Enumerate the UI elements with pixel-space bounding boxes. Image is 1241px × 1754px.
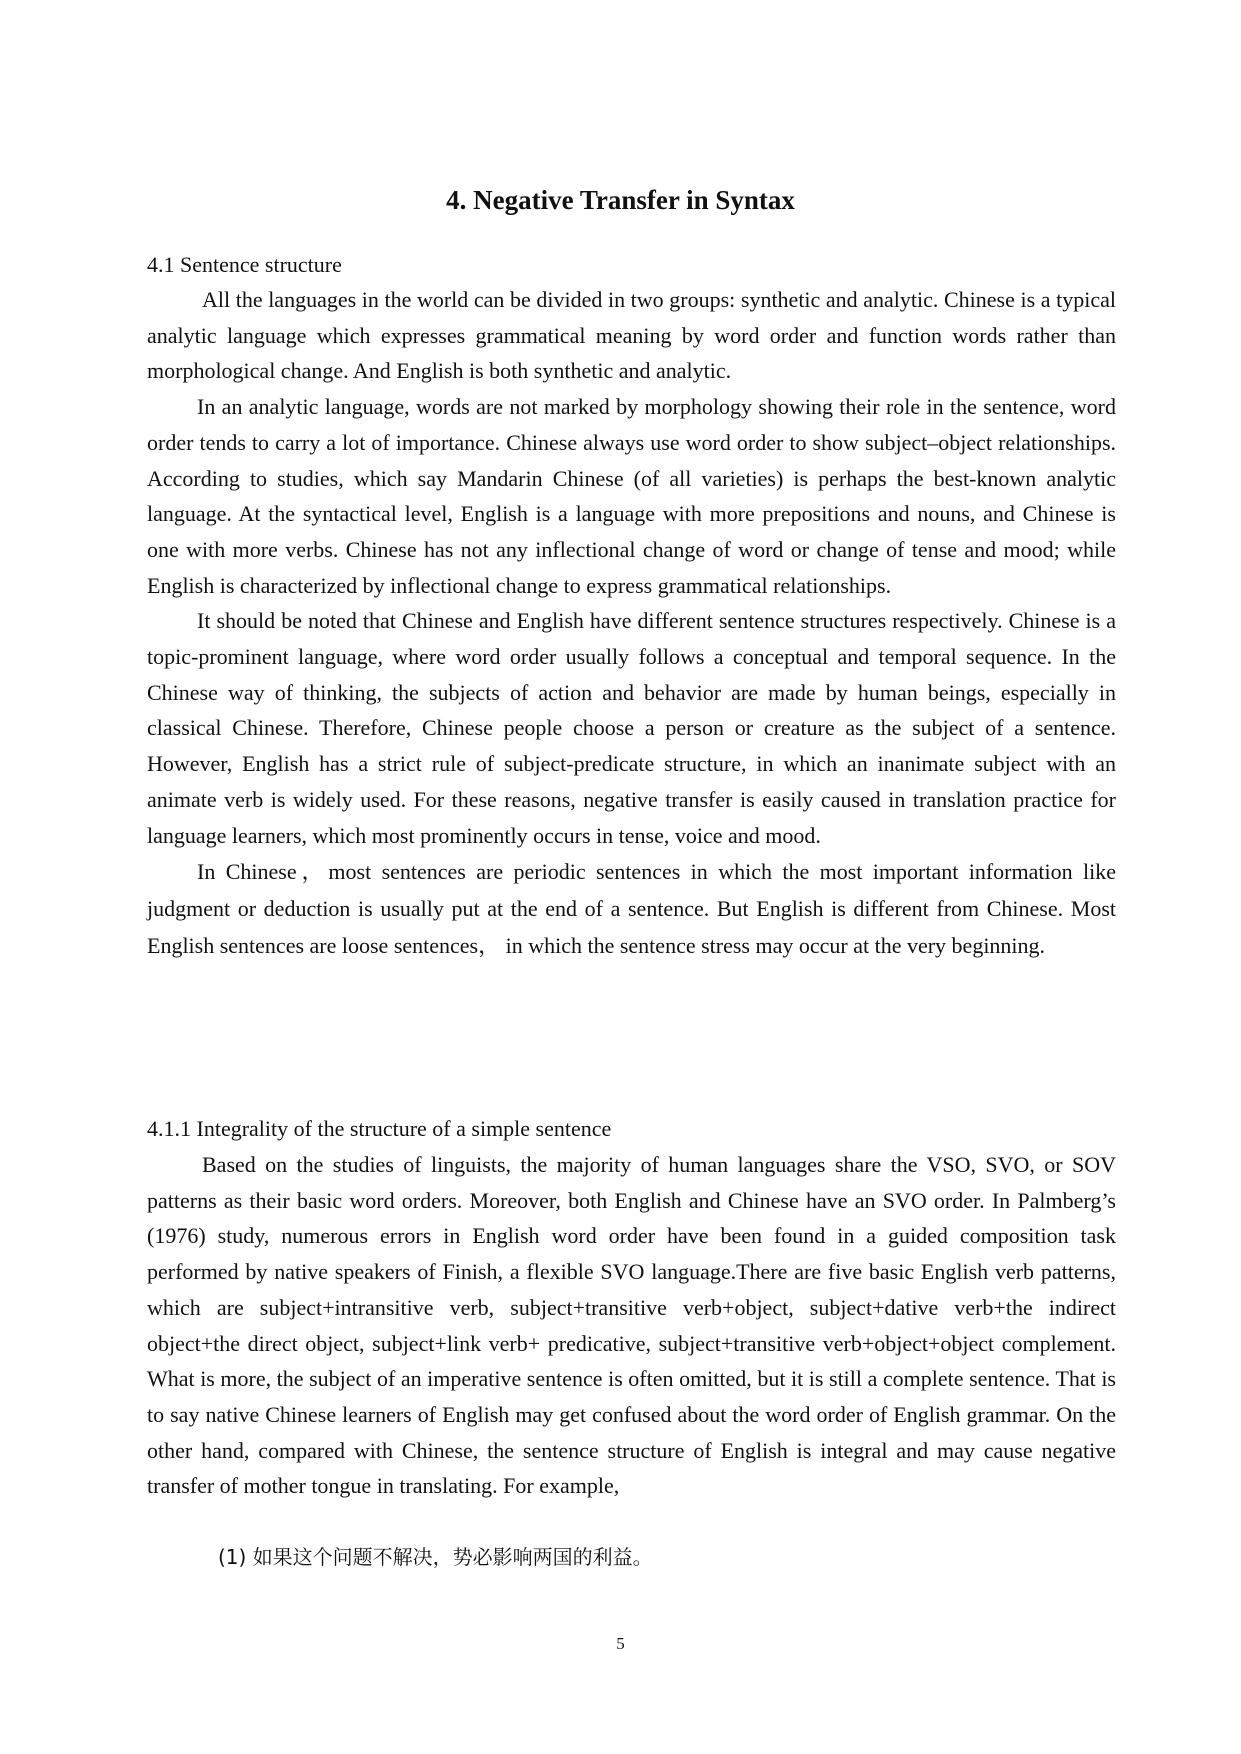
example-sentence: (1) 如果这个问题不解决，势必影响两国的利益。 (218, 1545, 653, 1569)
section-heading-4-1-1: 4.1.1 Integrality of the structure of a simple sentence (147, 1116, 612, 1141)
page-number: 5 (616, 1634, 625, 1653)
section-4-1-1-body (147, 1147, 1116, 1504)
section-4-1-body (147, 282, 1116, 964)
paragraph: Based on the studies of linguists, the majority of human languages share the VSO, SVO, or SOV patterns as their basic word orders. Moreover, both English and Chinese have an SVO order. In Palmberg’s (1976) study, numerous errors in English word order have been found in a guided composition task performed by native speakers of Finish, a flexible SVO language.There are five basic English verb patterns, which are subject+intransitive verb, subject+transitive verb+object, subject+dative verb+the indirect object+the direct object, subject+link verb+ predicative, subject+transitive verb+object+object complement. What is more, the subject of an imperative sentence is often omitted, but it is still a complete sentence. That is to say native Chinese learners of English may get confused about the word order of English grammar. On the other hand, compared with Chinese, the sentence structure of English is integral and may cause negative transfer of mother tongue in translating. For example, (147, 1152, 1116, 1499)
paragraph: It should be noted that Chinese and English have different sentence structures respectively. Chinese is a topic-prominent language, where word order usually follows a conceptual and temporal sequence. In the Chinese way of thinking, the subjects of action and behavior are made by human beings, especially in classical Chinese. Therefore, Chinese people choose a person or creature as the subject of a sentence. However, English has a strict rule of subject-predicate structure, in which an inanimate subject with an animate verb is widely used. For these reasons, negative transfer is easily caused in translation practice for language learners, which most prominently occurs in tense, voice and mood. (147, 608, 1116, 848)
paragraph: In Chinese，most sentences are periodic sentences in which the most important information like judgment or deduction is usually put at the end of a sentence. But English is different from Chinese. Most English sentences are loose sentences， in which the sentence stress may occur at the very beginning. (147, 859, 1116, 959)
chapter-title: 4. Negative Transfer in Syntax (446, 185, 795, 215)
section-heading-4-1: 4.1 Sentence structure (147, 252, 342, 277)
paragraph: All the languages in the world can be divided in two groups: synthetic and analytic. Chinese is a typical analytic language which expresses grammatical meaning by word order and function words rather than morphological change. And English is both synthetic and analytic. (147, 287, 1116, 384)
paragraph: In an analytic language, words are not marked by morphology showing their role in the sentence, word order tends to carry a lot of importance. Chinese always use word order to show subject–object relationships. According to studies, which say Mandarin Chinese (of all varieties) is perhaps the best-known analytic language. At the syntactical level, English is a language with more prepositions and nouns, and Chinese is one with more verbs. Chinese has not any inflectional change of word or change of tense and mood; while English is characterized by inflectional change to express grammatical relationships. (147, 394, 1116, 598)
